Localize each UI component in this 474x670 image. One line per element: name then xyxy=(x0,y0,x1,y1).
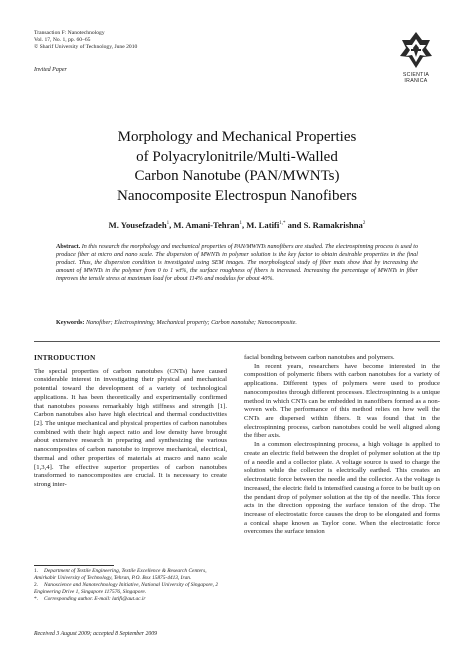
intro-paragraph: The special properties of carbon nanotubes (CNTs) have caused considerable interest in investigating their physical and mechanical potential toward the development of a variety of technological applications. It has been theoretically and experimentally confirmed that nanotubes possess remarkably high stiffness and strength [1]. Carbon nanotubes also have high electrical and thermal conductivities [2]. The unique mechanical and physical properties of carbon nanotubes combined with their high aspect ratio and low density have brought about extensive research in preparing and synthesizing the various nanocomposites of carbon nanotube to improve mechanical, electrical, thermal and other properties of materials at macro and nano scale [1,3,4]. The effective superior properties of carbon nanotubes transformed to nanocomposites are crucial. It is necessary to create strong inter- xyxy=(34,367,228,489)
logo-text-line2: IRANICA xyxy=(404,78,428,85)
footnotes xyxy=(34,568,227,603)
keywords xyxy=(56,320,418,328)
logo-text-line1: SCIENTIA xyxy=(402,72,430,78)
author-name: M. Yousefzadeh xyxy=(108,220,167,230)
keywords-label: Keywords: xyxy=(56,320,85,326)
body-paragraph: facial bonding between carbon nanotubes and polymers. xyxy=(244,354,395,361)
author-affiliation-mark: 1,* xyxy=(279,221,286,227)
paper-type: Invited Paper xyxy=(34,67,67,73)
title-line: Morphology and Mechanical Properties xyxy=(117,129,357,145)
body-paragraph: In recent years, researchers have become interested in the composition of polymeric fibers with carbon nanotubes for a variety of applications. Different types of polymers were used to produce nanocomposites through different processes. Electrospinning is a unique method in which CNTs can be embedded in nanofibers formed as a non-woven web. The performance of this method relies on how well the CNTs are dispersed within fibers. It was found that in the electrospinning process, carbon nanotubes could be well aligned along the fiber axis. xyxy=(244,362,440,440)
journal-logo xyxy=(393,30,439,85)
abstract-text: In this research the morphology and mechanical properties of PAN/MWNTs nanofibers are studied. The electrospinning process is used to produce fiber at micro and nano scale. The dispersion of MWNTs in polymer solution is the key factor to obtain desirable properties in the final product. Thus, the dispersion condition is investigated using SEM images. The morphological study of fiber mats show that by increasing the amount of MWNTs in the polymer from 0 to 1 wt%, the surface roughness of fibers is increased. Increasing the percentage of MWNTs in fiber improves the tensile stress at maximum load for about 114% and modulus for about 40%. xyxy=(56,244,418,282)
footnote-text: Nanoscience and Nanotechnology Initiative, National University of Singapore, 2 Engineering Drive 1, Singapore 117576, Singapore. xyxy=(34,581,219,595)
footnote-mark: 1. xyxy=(34,568,39,574)
author-list xyxy=(34,220,440,230)
footnote-divider xyxy=(34,565,114,566)
abstract-label: Abstract. xyxy=(56,244,81,250)
author-name: M. Amani-Tehran xyxy=(173,220,240,230)
footnote-mark: *. xyxy=(34,595,39,602)
author-affiliation-mark: 1 xyxy=(239,221,242,227)
journal-name: Transaction F: Nanotechnology xyxy=(34,30,105,36)
title-line: Nanocomposite Electrospun Nanofibers xyxy=(117,187,357,204)
title-line: of Polyacrylonitrile/Multi-Walled xyxy=(136,148,338,165)
abstract xyxy=(56,244,418,284)
author-separator: , xyxy=(169,220,174,230)
author-affiliation-mark: 2 xyxy=(362,221,366,227)
journal-header xyxy=(34,30,137,52)
section-divider xyxy=(34,341,440,342)
footnote xyxy=(34,596,227,603)
author-separator: , xyxy=(241,220,247,230)
footnote xyxy=(34,582,227,596)
body-paragraph: In a common electrospinning process, a high voltage is applied to create an electric field between the droplet of polymer solution at the tip of a needle and a collector plate. A voltage source is used to charge the solution while the collector is electrically earthed. This creates an electrostatic force between the needle and the collector. As the voltage is increased, the electric field is intensified causing a force to be built up on the pendant drop of polymer solution at the tip of the needle. This force acts in the direction opposing the surface tension of the drop. The increase of electrostatic force causes the drop to be elongated and forms a conical shape known as Taylor cone. When the electrostatic force overcomes the surface tension xyxy=(244,441,440,536)
keywords-text: Nanofiber; Electrospinning; Mechanical property; Carbon nanotube; Nanocomposite. xyxy=(85,320,297,326)
journal-copyright: © Sharif University of Technology, June 2010 xyxy=(34,44,138,51)
section-heading: INTRODUCTION xyxy=(34,353,96,362)
sharif-university-logo-icon xyxy=(396,30,436,70)
footnote-text: Department of Textile Engineering, Textile Excellence & Research Centers, Amirkabir University of Technology, Tehran, P.O. Box 15875-4413, Iran. xyxy=(34,568,207,581)
paper-title xyxy=(34,128,440,206)
body-column-right xyxy=(244,354,440,537)
received-dates: Received 3 August 2009; accepted 8 September 2009 xyxy=(34,631,158,637)
journal-volume: Vol. 17, No. 1, pp. 60–65 xyxy=(34,37,91,44)
footnote-text: Corresponding author. E-mail: latifi@aut.ac.ir xyxy=(44,595,146,602)
author-separator: and xyxy=(285,220,304,230)
title-line: Carbon Nanotube (PAN/MWNTs) xyxy=(134,168,340,184)
author-name: M. Latifi xyxy=(246,220,280,230)
footnote xyxy=(34,568,227,582)
footnote-mark: 2. xyxy=(34,581,39,588)
author-affiliation-mark: 1 xyxy=(166,221,170,227)
body-column-left xyxy=(34,354,227,490)
author-name: S. Ramakrishna xyxy=(303,220,363,230)
